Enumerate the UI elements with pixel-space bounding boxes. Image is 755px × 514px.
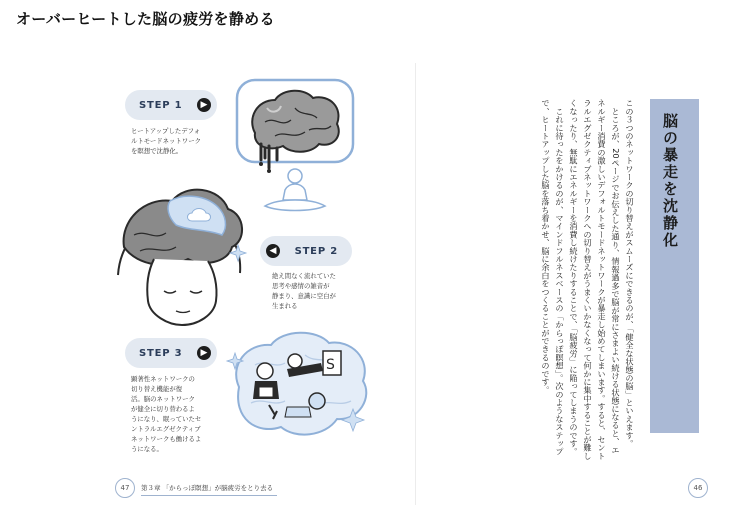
heading-band: [650, 99, 699, 433]
caption-line: 切り替え機能が復: [131, 385, 183, 393]
running-head-rule: [141, 495, 277, 496]
caption-line: 顕著性ネットワークの: [131, 375, 195, 383]
section-heading: 脳の暴走を沈静化: [661, 113, 679, 249]
page-gutter: [415, 63, 416, 505]
arrow-right-icon: ▶: [197, 98, 211, 112]
body-text: この３つのネットワークの切り替えがスムーズにできるのが、「健全な状態の脳」といえます。 ところが、20ページでお伝えした通り、情報過多で脳が常にさまよい続ける状態になると、エネルギー消費の激しいデフォルトモードネットワークが暴走し始めてしまいます。すると、セントラルエグゼクティブネットワークへの切り替えがうまくいかなくなって何かに集中することが難しくなったり、無駄にエネルギーを消費し続けたりすることで、「脳疲労」に陥ってしまうのです。 これに待ったをかけるのが、マインドフルネスベースの「からっぽ瞑想」。次のようなステップで、ヒートアップした脳を落ち着かせ、脳に余白をつくることができるのです。: [541, 99, 635, 460]
caption-line: 思考や感情の雑音が: [272, 282, 330, 290]
caption-line: ヒートアップしたデフォ: [131, 127, 201, 135]
caption-line: 静まり、意識に空白が: [272, 292, 336, 300]
step-2-pill: [260, 236, 352, 266]
caption-line: を瞑想で沈静化。: [131, 147, 183, 155]
arrow-right-icon: ▶: [197, 346, 211, 360]
caption-line: 活。脳のネットワーク: [131, 395, 195, 403]
caption-line: 絶え間なく流れていた: [272, 272, 336, 280]
step-3-pill: [125, 338, 217, 368]
step-2-caption: [272, 271, 336, 311]
caption-line: が健全に切り替わるよ: [131, 405, 195, 413]
caption-line: ントラルエグゼクティブ: [131, 425, 201, 433]
caption-line: うになり、眠っていたセ: [131, 415, 202, 423]
step-1-caption: [131, 126, 201, 156]
running-head: [141, 483, 277, 496]
step-3-caption: [131, 374, 201, 454]
page-title: オーバーヒートした脳の疲労を静める: [16, 10, 275, 28]
page-number-right: 46: [688, 478, 708, 498]
step-3-label: STEP 3: [139, 347, 183, 359]
caption-line: 生まれる: [272, 302, 298, 310]
running-head-text: 第３章 「からっぽ瞑想」が脳疲労をとり去る: [141, 484, 274, 492]
caption-line: ネットワークも働けるよ: [131, 435, 202, 443]
arrow-left-icon: ◀: [266, 244, 280, 258]
caption-line: ルトモードネットワーク: [131, 137, 201, 145]
step-2-label: STEP 2: [294, 245, 338, 257]
caption-line: うになる。: [131, 445, 163, 453]
book-spread: [105, 63, 725, 505]
healthy-brain-network-illustration: [225, 325, 375, 445]
svg-text:S: S: [326, 357, 335, 373]
step-1-label: STEP 1: [139, 99, 183, 111]
step-1-pill: [125, 90, 217, 120]
calm-brain-illustration: [110, 175, 255, 331]
page-number-left: 47: [115, 478, 135, 498]
